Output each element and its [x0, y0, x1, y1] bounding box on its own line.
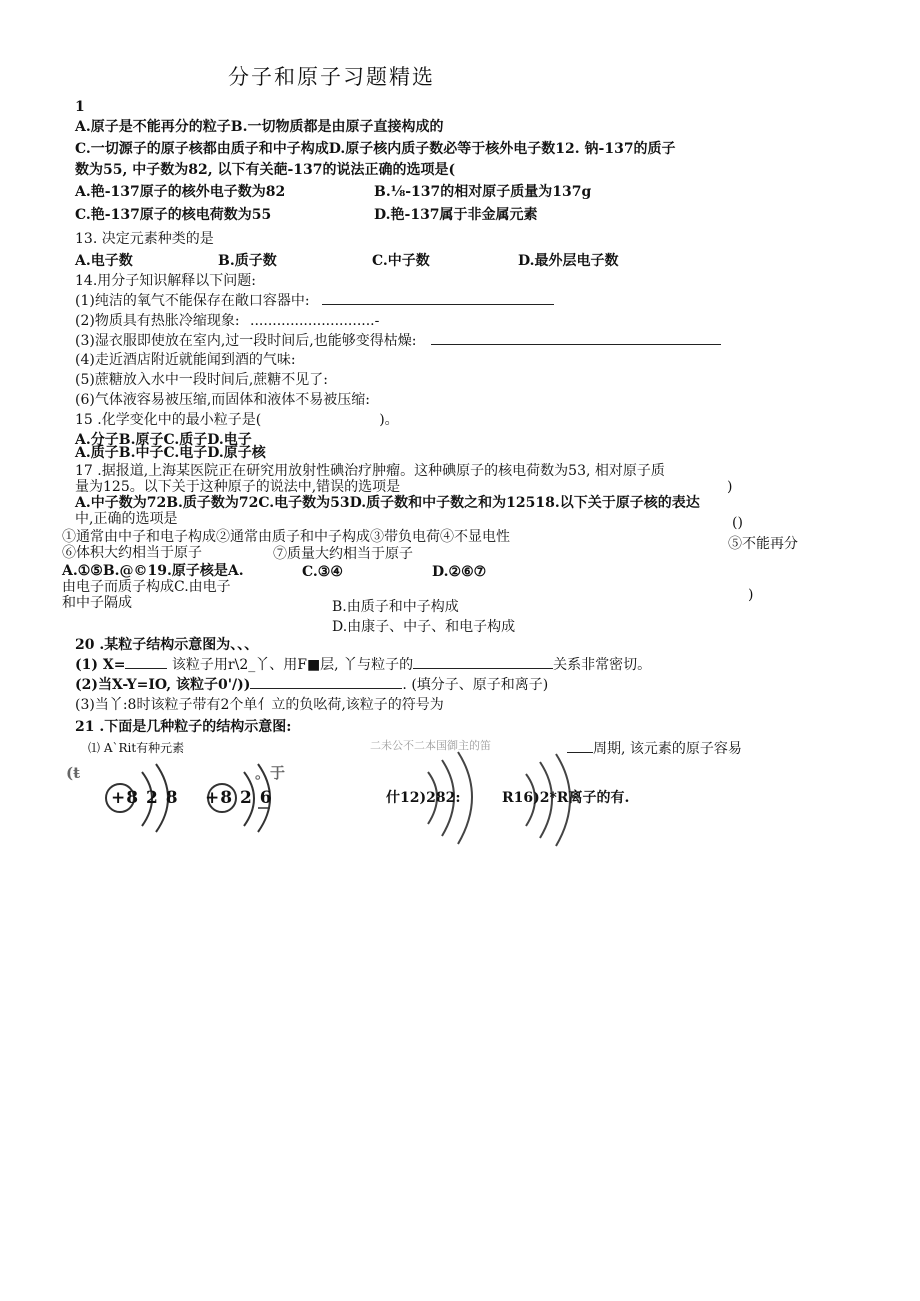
q20-part-1-end: 关系非常密切。: [553, 657, 652, 673]
q12-option-c: C.艳-137原子的核电荷数为55: [75, 207, 272, 223]
q14-stem: 14.用分子知识解释以下问题:: [75, 273, 256, 289]
atom-diagram-3-label: 什12)282:: [386, 790, 461, 806]
answer-blank[interactable]: [250, 676, 402, 689]
q18-item-7: ⑦质量大约相当于原子: [273, 546, 413, 562]
q1-option-c: C.一切源子的原子核都由质子和中子构成: [75, 141, 329, 157]
q18-option-c: C.③④: [302, 564, 343, 580]
answer-blank[interactable]: [431, 332, 721, 345]
q18-stem: 中,正确的选项是: [75, 511, 178, 527]
q16-options: A.质子B.中子C.电子D.原子核: [75, 445, 266, 461]
q20-part-1-label: (1) X=: [75, 657, 126, 673]
q14-part-3-text: (3)湿衣服即使放在室内,过一段时间后,也能够变得枯燥:: [75, 333, 417, 349]
q1-line-1: [75, 118, 443, 136]
q18-item-6: ⑥体积大约相当于原子: [62, 545, 202, 561]
q15-stem: [75, 411, 399, 429]
q14-part-4: (4)走近酒店附近就能闻到酒的气味:: [75, 352, 296, 368]
q14-part-1-text: (1)纯洁的氧气不能保存在敞口容器中:: [75, 293, 310, 309]
q1-option-b: B.一切物质都是由原子直接构成的: [230, 119, 444, 135]
atom-diagram-1-label: +8 2 8: [111, 788, 179, 808]
q21-part-1-end: [567, 740, 742, 758]
q21-faint-text: 二未公不二本国御主的笛: [370, 739, 491, 752]
q13-option-d: D.最外层电子数: [518, 253, 619, 269]
answer-dotted-blank[interactable]: ............................-: [250, 313, 380, 329]
q17-options: A.中子数为72B.质子数为72C.电子数为53D.质子数和中子数之和为12518.以下关于原子核的表达: [75, 495, 700, 511]
q13-option-a: A.电子数: [75, 253, 133, 269]
q20-part-2-note: . (填分子、原子和离子): [402, 677, 549, 693]
q13-option-c: C.中子数: [372, 253, 430, 269]
question-number: 1: [75, 99, 85, 115]
q18-option-d: D.②⑥⑦: [432, 564, 487, 580]
q21-part-1: ⑴ A`Rit有种元素: [88, 741, 185, 755]
q15-options: A.分子B.原子C.质子D.电子: [75, 432, 252, 448]
q20-part-3: (3)当丫:8时该粒子带有2个单亻立的负吆荷,该粒子的符号为: [75, 697, 444, 713]
q20-part-1: [75, 656, 651, 674]
q13-option-b: B.质子数: [218, 253, 277, 269]
q14-part-2-text: (2)物质具有热胀冷缩现象:: [75, 313, 240, 329]
q19-option-b: B.由质子和中子构成: [332, 599, 459, 615]
q20-stem: 20 .某粒子结构示意图为、、、: [75, 637, 259, 653]
q1-line-2: [75, 140, 676, 158]
answer-blank[interactable]: [413, 656, 553, 669]
q14-part-2: [75, 312, 379, 330]
q21-stem: 21 .下面是几种粒子的结构示意图:: [75, 719, 292, 735]
q18-item-5: ⑤不能再分: [728, 536, 798, 552]
q20-part-1-text: 该粒子用r\2_丫、用F■层, 丫与粒子的: [171, 657, 414, 673]
q15-close: )。: [379, 412, 399, 428]
q19-paren: ): [748, 587, 754, 603]
q19-option-d: D.由康子、中子、和电子构成: [332, 619, 516, 635]
q14-part-3: [75, 332, 721, 350]
q21-part-1-end-text: 周期, 该元素的原子容易: [593, 741, 742, 757]
q17-line-2: 量为125。以下关于这种原子的说法中,错误的选项是: [75, 479, 401, 495]
diagram-mark: (ŧ: [66, 764, 81, 782]
q14-part-6: (6)气体液容易被压缩,而固体和液体不易被压缩:: [75, 392, 370, 408]
q13-stem: 13. 决定元素种类的是: [75, 231, 214, 247]
q17-line-1: 17 .据报道,上海某医院正在研究用放射性碘治疗肿瘤。这种碘原子的核电荷数为53, 相对原子质: [75, 463, 665, 479]
q18-options: A.①⑤B.@©19.原子核是A.: [62, 563, 244, 579]
q18-items: ①通常由中子和电子构成②通常由质子和中子构成③带负电荷④不显电性: [62, 529, 510, 545]
answer-blank[interactable]: [125, 656, 167, 669]
q19-option-b-text: 由电子而质子构成C.由电子: [62, 579, 231, 595]
q18-paren: (): [732, 515, 743, 531]
q1-option-a: A.原子是不能再分的粒子: [75, 119, 231, 135]
q19-option-c-text: 和中子隔成: [62, 595, 132, 611]
q14-part-1: [75, 292, 554, 310]
q12-option-d: D.艳-137属于非金属元素: [374, 207, 538, 223]
q12-option-b: B.⅛-137的相对原子质量为137g: [374, 184, 592, 200]
q20-part-2-label: (2)当X-Y=IO, 该粒子0'/)): [75, 677, 251, 693]
q12-option-a: A.艳-137原子的核外电子数为82: [75, 184, 286, 200]
page-title: 分子和原子习题精选: [228, 65, 435, 89]
q12-stem: 数为55, 中子数为82, 以下有关葩-137的说法正确的选项是(: [75, 162, 456, 178]
q12-stem-start: 12. 钠-137的质子: [555, 141, 676, 157]
atom-diagram-4-label: R16)2*R离子的有.: [502, 790, 630, 806]
atom-diagram-2-label: +8 2 6: [205, 788, 273, 808]
q20-part-2: [75, 676, 548, 694]
q1-option-d: D.原子核内质子数必等于核外电子数: [328, 141, 556, 157]
diagram-mark: 。于: [255, 764, 286, 782]
q15-stem-text: 15 .化学变化中的最小粒子是(: [75, 412, 262, 428]
q17-paren: ): [727, 479, 733, 495]
q14-part-5: (5)蔗糖放入水中一段时间后,蔗糖不见了:: [75, 372, 328, 388]
answer-blank[interactable]: [322, 292, 554, 305]
